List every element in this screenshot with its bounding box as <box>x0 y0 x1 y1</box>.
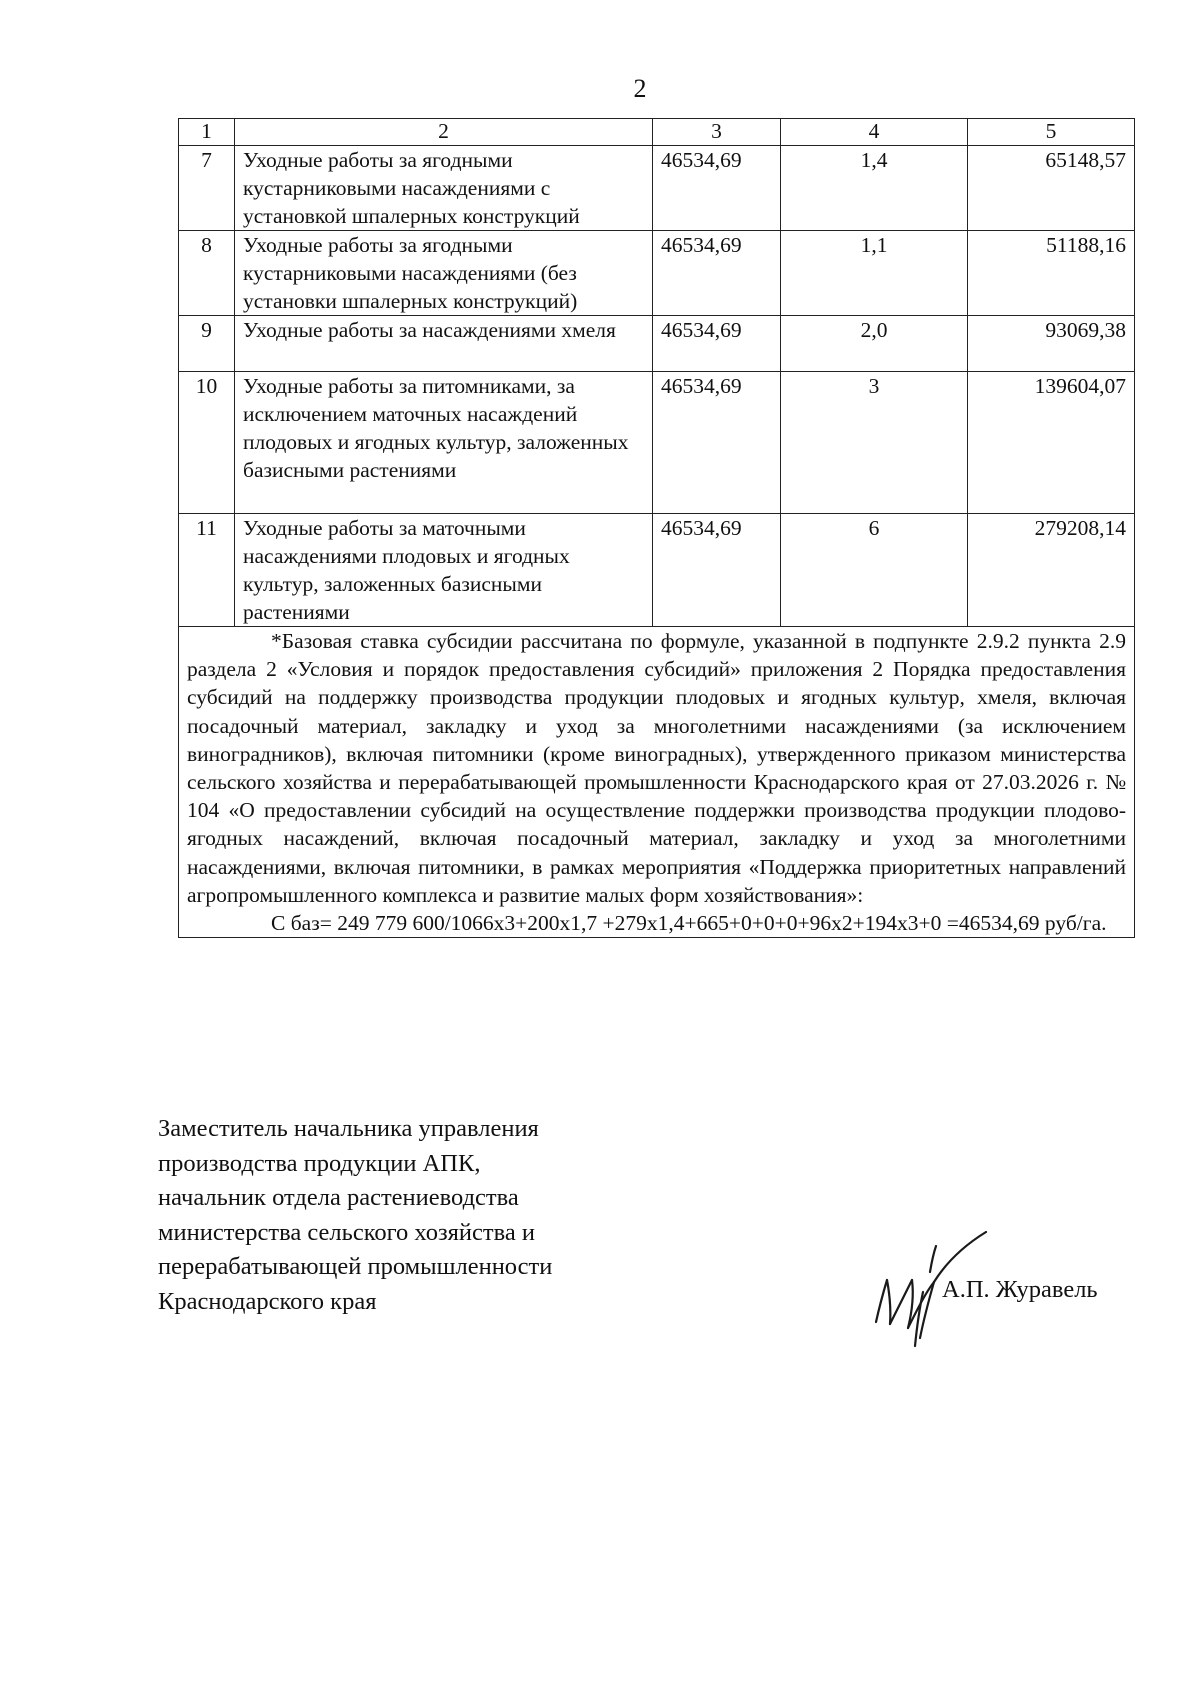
position-line: Краснодарского края <box>158 1287 377 1315</box>
position-line: Заместитель начальника управления <box>158 1115 539 1142</box>
table-row <box>179 231 1135 316</box>
table-row <box>179 146 1135 231</box>
row-work-name: Уходные работы за ягодными кустарниковыми насаждениями с установкой шпалерных конструкций <box>235 146 653 231</box>
row-work-name: Уходные работы за маточными насаждениями плодовых и ягодных культур, заложенных базисными растениями <box>235 514 653 627</box>
row-coefficient: 6 <box>781 514 968 627</box>
row-coefficient: 1,4 <box>781 146 968 231</box>
row-base-rate: 46534,69 <box>653 231 781 316</box>
row-base-rate: 46534,69 <box>653 316 781 372</box>
table-row <box>179 316 1135 372</box>
row-amount: 139604,07 <box>968 372 1135 514</box>
position-line: производства продукции АПК, <box>158 1149 481 1177</box>
header-cell: 1 <box>179 119 235 146</box>
row-number: 8 <box>179 231 235 316</box>
position-line: министерства сельского хозяйства и <box>158 1218 535 1246</box>
formula-text: С баз= 249 779 600/1066x3+200x1,7 +279x1,4+665+0+0+0+96x2+194x3+0 =46534,69 руб/га. <box>271 911 1107 936</box>
row-coefficient: 2,0 <box>781 316 968 372</box>
row-amount: 51188,16 <box>968 231 1135 316</box>
header-cell: 4 <box>781 119 968 146</box>
footnote-cell <box>179 627 1135 938</box>
row-amount: 279208,14 <box>968 514 1135 627</box>
row-number: 11 <box>179 514 235 627</box>
header-cell: 2 <box>235 119 653 146</box>
page-number: 2 <box>633 74 647 103</box>
row-coefficient: 1,1 <box>781 231 968 316</box>
row-work-name: Уходные работы за ягодными кустарниковыми насаждениями (без установки шпалерных конструкций) <box>235 231 653 316</box>
row-number: 10 <box>179 372 235 514</box>
signatory-position <box>158 1112 552 1319</box>
row-coefficient: 3 <box>781 372 968 514</box>
table-row <box>179 372 1135 514</box>
row-number: 9 <box>179 316 235 372</box>
row-work-name: Уходные работы за насаждениями хмеля <box>235 316 653 372</box>
position-line: перерабатывающей промышленности <box>158 1253 553 1280</box>
signer-name: А.П. Журавель <box>942 1276 1098 1303</box>
subsidy-table <box>178 118 1135 938</box>
row-number: 7 <box>179 146 235 231</box>
row-base-rate: 46534,69 <box>653 514 781 627</box>
position-line: начальник отдела растениеводства <box>158 1184 519 1211</box>
header-cell: 3 <box>653 119 781 146</box>
footnote-text: *Базовая ставка субсидии рассчитана по формуле, указанной в подпункте 2.9.2 пункта 2.9 раздела 2 «Условия и порядок предоставления субсидий» приложения 2 Порядка предоставления субсидий на поддержку производства продукции плодовых и ягодных культур, хмеля, включая посадочный материал, закладку и уход за многолетними насаждениями (за исключением виноградников), включая питомники (кроме виноградных), утвержденного приказом министерства сельского хозяйства и перерабатывающей промышленности Краснодарского края от 27.03.2026 г. № 104 «О предоставлении субсидий на осуществление поддержки производства продукции плодово-ягодных насаждений, включая посадочный материал, закладку и уход за многолетними насаждениями, включая питомники, в рамках мероприятия «Поддержка приоритетных направлений агропромышленного комплекса и развитие малых форм хозяйствования»: <box>187 629 1126 907</box>
row-amount: 65148,57 <box>968 146 1135 231</box>
table-row <box>179 514 1135 627</box>
footnote-row <box>179 627 1135 938</box>
table-header-row <box>179 119 1135 146</box>
row-work-name: Уходные работы за питомниками, за исключением маточных насаждений плодовых и ягодных культур, заложенных базисными растениями <box>235 372 653 514</box>
row-amount: 93069,38 <box>968 316 1135 372</box>
header-cell: 5 <box>968 119 1135 146</box>
row-base-rate: 46534,69 <box>653 372 781 514</box>
row-base-rate: 46534,69 <box>653 146 781 231</box>
